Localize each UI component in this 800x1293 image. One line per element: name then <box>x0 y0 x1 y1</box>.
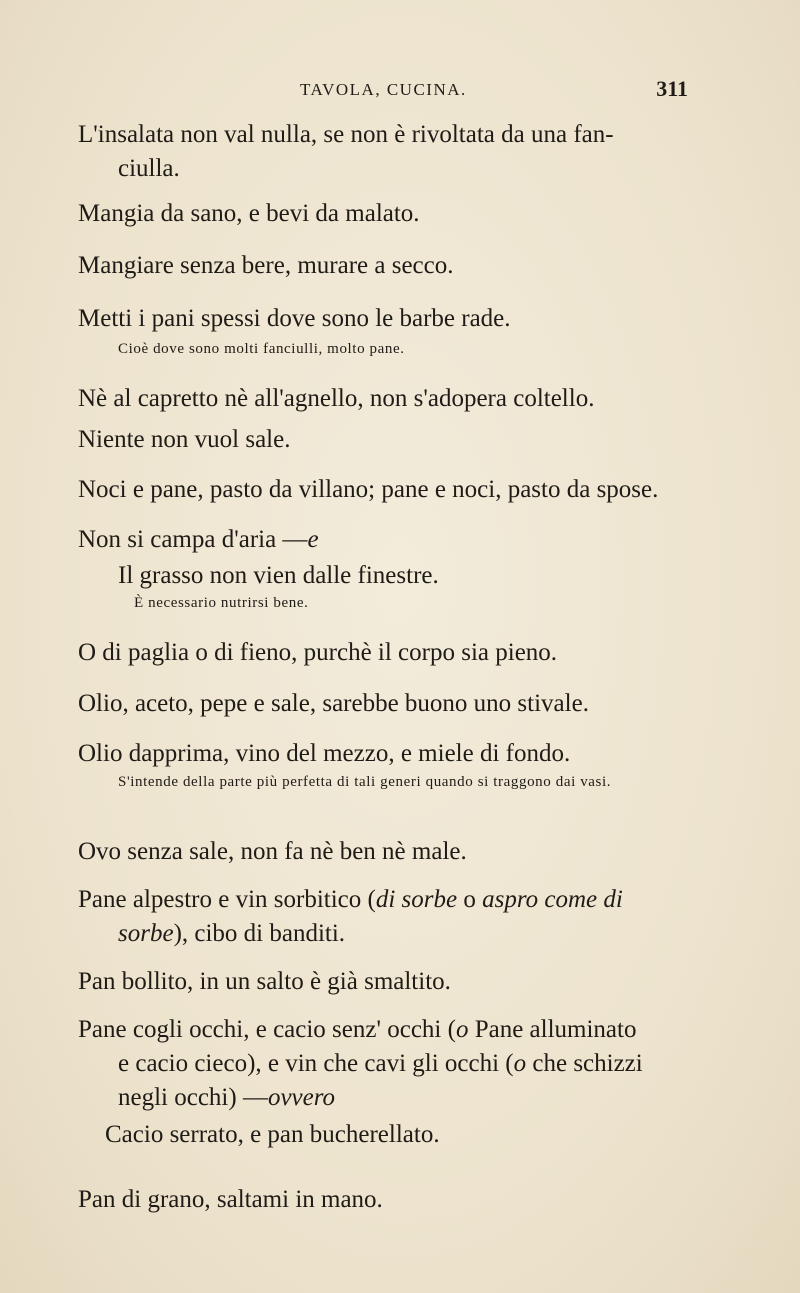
proverb-italic: sorbe <box>118 920 174 947</box>
proverb-text: Mangia da sano, e bevi da malato. <box>78 200 420 227</box>
proverb-text: Niente non vuol sale. <box>78 426 291 453</box>
proverb-continuation <box>78 1081 690 1115</box>
proverb-text: Mangiare senza bere, murare a secco. <box>78 252 454 279</box>
proverb-entry <box>78 473 690 507</box>
proverb-text: Pan di grano, saltami in mano. <box>78 1186 383 1213</box>
proverb-entry <box>78 249 690 283</box>
page-header <box>0 76 800 110</box>
proverb-text: Nè al capretto nè all'agnello, non s'adopera coltello. <box>78 385 595 412</box>
page-number: 311 <box>656 76 688 101</box>
proverb-entry <box>78 636 690 670</box>
proverb-text: Olio dapprima, vino del mezzo, e miele di fondo. <box>78 740 571 767</box>
explanatory-note: È necessario nutrirsi bene. <box>134 595 309 611</box>
proverb-italic: o <box>455 1016 469 1043</box>
proverb-text: O di paglia o di fieno, purchè il corpo sia pieno. <box>78 639 558 666</box>
proverb-entry <box>78 302 690 336</box>
explanatory-note: S'intende della parte più perfetta di tali generi quando si traggono dai vasi. <box>118 774 612 790</box>
proverb-text: negli occhi) — <box>118 1084 268 1111</box>
proverb-text: Noci e pane, pasto da villano; pane e noci, pasto da spose. <box>78 476 659 503</box>
proverb-entry <box>78 197 690 231</box>
proverb-italic: o <box>513 1050 527 1077</box>
proverb-entry <box>78 423 690 457</box>
running-head: TAVOLA, CUCINA. <box>300 80 467 99</box>
proverb-entry <box>78 883 690 951</box>
proverb-continuation: ciulla. <box>118 155 180 182</box>
proverb-entry <box>78 687 690 721</box>
proverb-continuation <box>78 1047 690 1081</box>
proverb-entry <box>78 1183 690 1217</box>
proverb-entry <box>78 835 690 869</box>
proverb-text: Pane alluminato <box>468 1016 637 1043</box>
proverb-text: ), cibo di banditi. <box>173 920 346 947</box>
proverb-text: e cacio cieco), e vin che cavi gli occhi ( <box>118 1050 514 1077</box>
proverb-text: L'insalata non val nulla, se non è rivoltata da una fan- <box>78 121 614 148</box>
proverb-variant: Cacio serrato, e pan bucherellato. <box>105 1121 440 1148</box>
proverb-entry <box>78 1013 690 1115</box>
explanatory-note: Cioè dove sono molti fanciulli, molto pane. <box>118 341 405 357</box>
proverb-text: Pane cogli occhi, e cacio senz' occhi ( <box>78 1016 456 1043</box>
proverb-italic: ovvero <box>267 1084 336 1111</box>
proverb-entry <box>78 523 690 557</box>
proverb-entry <box>78 118 690 186</box>
proverb-text: Pane alpestro e vin sorbitico ( <box>78 886 376 913</box>
proverb-italic: di sorbe <box>375 886 458 913</box>
proverb-continuation <box>78 917 690 951</box>
proverb-variant: Il grasso non vien dalle finestre. <box>118 562 439 589</box>
proverb-entry <box>78 965 690 999</box>
proverb-text: o <box>457 886 483 913</box>
proverb-text: Metti i pani spessi dove sono le barbe rade. <box>78 305 511 332</box>
proverb-italic: aspro come di <box>482 886 623 913</box>
proverb-italic: e <box>307 526 319 553</box>
proverb-text: Olio, aceto, pepe e sale, sarebbe buono uno stivale. <box>78 690 589 717</box>
proverb-text: che schizzi <box>526 1050 643 1077</box>
proverb-entry <box>78 382 690 416</box>
proverb-entry <box>78 737 690 771</box>
proverb-text: Non si campa d'aria — <box>78 526 308 553</box>
proverb-text: Ovo senza sale, non fa nè ben nè male. <box>78 838 467 865</box>
proverb-text: Pan bollito, in un salto è già smaltito. <box>78 968 451 995</box>
